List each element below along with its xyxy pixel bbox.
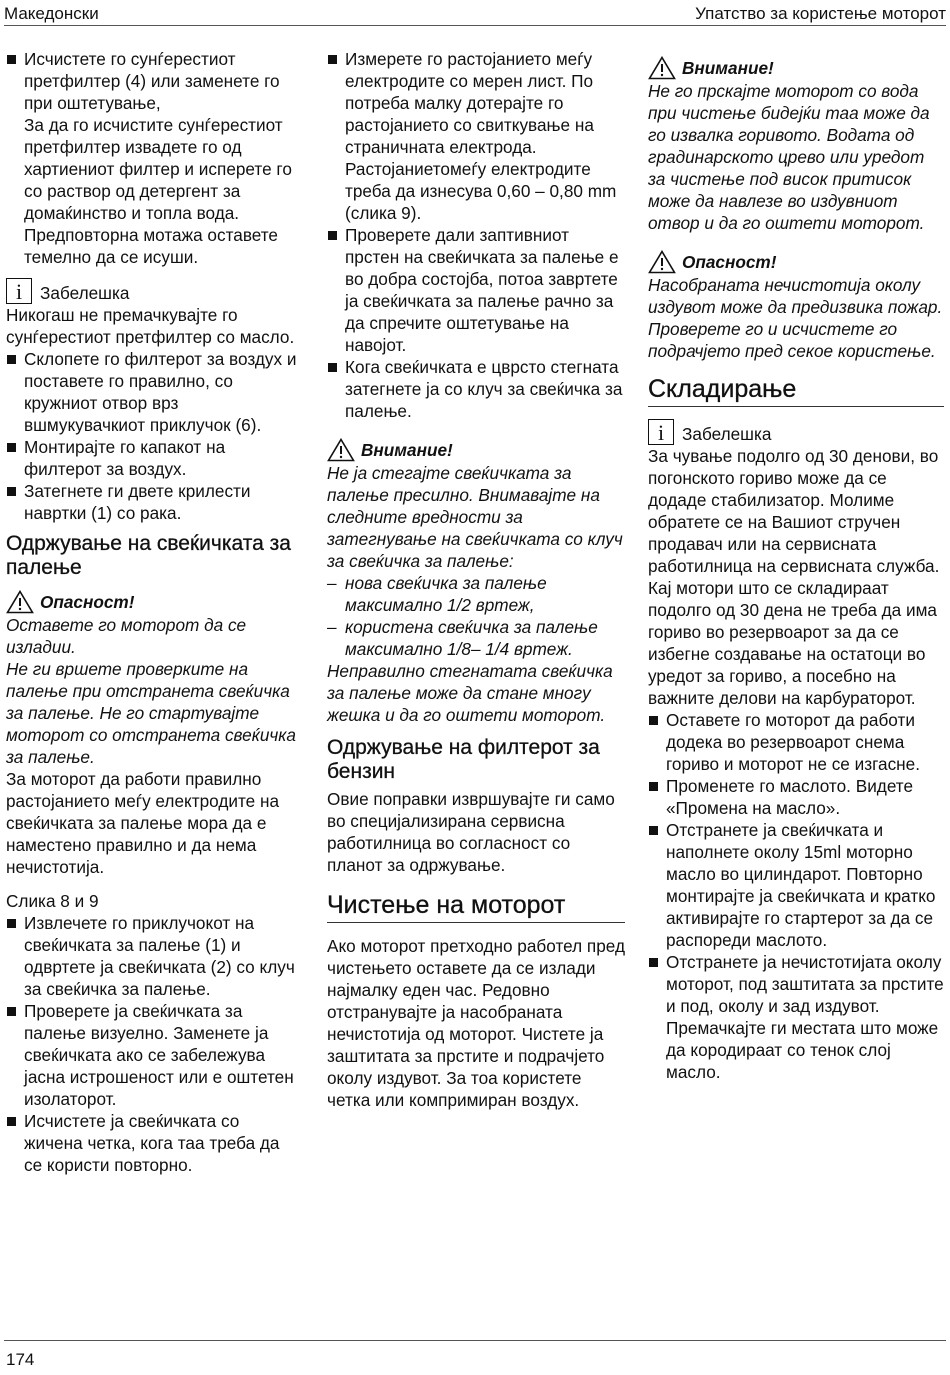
bullet-list bbox=[6, 912, 302, 1176]
caution-title: Внимание! bbox=[682, 58, 774, 78]
caution-text: Не ја стегајте свеќичката за палење пресилно. Внимавајте на следните вредности за затегнување на свеќичката со клуч за свеќичка за палење: bbox=[327, 463, 623, 571]
danger-title: Опасност! bbox=[682, 252, 777, 272]
list-item: Измерете го растојанието меѓу електродите со мерен лист. По потреба малку дотерајте го растојанието со свиткување на страничната електрода. Растојаниетомеѓу електродите треба да изнесува 0,60 – 0,80 mm (слика 9). bbox=[327, 48, 625, 224]
body-paragraph: Ако моторот претходно работел пред чистењето оставете да се излади најмалку еден час. Редовно отстранувајте ја насобраната нечистотија од моторот. Чистете ја заштитата за прстите и подрачјето околу издувот. За тоа користете четка или компримиран воздух. bbox=[327, 936, 625, 1110]
section-heading-engine-cleaning: Чистење на моторот bbox=[327, 890, 625, 923]
body-paragraph: Кај мотори што се складираат подолго од 30 дена не треба да има гориво во резервоарот за да се избегне создавање на остатоци во уредот за гориво, а посебно на важните делови на карбураторот. bbox=[648, 578, 937, 708]
danger-text: Не ги вршете проверките на палење при отстранета свеќичка за палење. Не го стартувајте моторот со отстранета свеќичка за палење. bbox=[6, 659, 296, 767]
page-number: 174 bbox=[6, 1350, 35, 1369]
list-item: Извлечете го приклучокот на свеќичката за палење (1) и одвртете ја свеќичката (2) со клуч за свеќичка за палење. bbox=[6, 912, 302, 1000]
note-title: Забелешка bbox=[40, 283, 130, 303]
info-icon: i bbox=[6, 278, 32, 304]
bullet-list bbox=[327, 48, 625, 422]
page-header bbox=[4, 2, 946, 26]
section-heading-spark-plug: Одржување на свеќичката за палење bbox=[6, 532, 291, 579]
list-item: Монтирајте го капакот на филтерот за воздух. bbox=[6, 436, 302, 480]
section-heading-storage: Складирање bbox=[648, 374, 944, 407]
note-title: Забелешка bbox=[682, 424, 772, 444]
dash-list bbox=[327, 572, 625, 660]
note-heading bbox=[6, 278, 302, 304]
danger-text: Насобраната нечистотија околу издувот може да предизвика пожар. Проверете го и исчистете го подрачјето пред секое користење. bbox=[648, 275, 943, 361]
danger-title: Опасност! bbox=[40, 592, 135, 612]
header-language: Македонски bbox=[4, 4, 99, 23]
warning-triangle-icon bbox=[6, 590, 34, 614]
note-heading bbox=[648, 419, 944, 445]
column-2 bbox=[327, 48, 625, 1111]
warning-triangle-icon bbox=[648, 56, 676, 80]
caution-title: Внимание! bbox=[361, 440, 453, 460]
column-1 bbox=[6, 48, 302, 1176]
note-text: Никогаш не премачкувајте го сунѓерестиот претфилтер со масло. bbox=[6, 305, 295, 347]
figure-reference: Слика 8 и 9 bbox=[6, 891, 99, 911]
danger-heading bbox=[648, 250, 944, 274]
caution-heading bbox=[327, 438, 625, 462]
footer-rule bbox=[4, 1340, 946, 1341]
danger-heading bbox=[6, 590, 302, 614]
note-text: За чување подолго од 30 денови, во погонското гориво може да се додаде стабилизатор. Молиме обратете се на Вашиот стручен продавач или на сервисната работилница на сервисната служба. bbox=[648, 446, 940, 576]
list-item: Исчистете ја свеќичката со жичена четка, кога таа треба да се користи повторно. bbox=[6, 1110, 302, 1176]
list-item-detail: За да го исчистите сунѓерестиот претфилтер извадете го од хартиениот филтер и исперете го со раствор од детергент за домаќинство и топла вода. Предповторна мотажа оставете темелно да се исуши. bbox=[24, 115, 292, 267]
list-item: Проверете ја свеќичката за палење визуелно. Заменете ја свеќичката ако се забележува јасна истрошеност или е оштетен изолаторот. bbox=[6, 1000, 302, 1110]
caution-text: Не го прскајте моторот со вода при чистење бидејќи таа може да го извалка горивото. Водата од градинарското црево или уредот за чистење под висок притисок може да навлезе во издувниот отвор и да го оштети моторот. bbox=[648, 81, 930, 233]
bullet-list bbox=[6, 348, 302, 524]
list-item: Отстранете ја свеќичката и наполнете околу 15ml моторно масло во цилиндарот. Повторно монтирајте ја свеќичката и кратко активирајте го стартерот за да се распореди маслото. bbox=[648, 819, 944, 951]
list-item: – користена свеќичка за палење максимално 1/8– 1/4 вртеж. bbox=[327, 616, 625, 660]
caution-text: Неправилно стегнатата свеќичка за палење може да стане многу жешка и да го оштети моторот. bbox=[327, 661, 613, 725]
list-item: Исчистете го сунѓерестиот претфилтер (4) или заменете го при оштетување, bbox=[6, 48, 302, 114]
list-item: Отстранете ја нечистотијата околу моторот, под заштитата за прстите и под, околу и зад издувот. Премачкајте ги местата што може да кородираат со тенок слој масло. bbox=[648, 951, 944, 1083]
list-item: Променете го маслото. Видете «Промена на масло». bbox=[648, 775, 944, 819]
danger-text: Оставете го моторот да се изладии. bbox=[6, 615, 247, 657]
bullet-list bbox=[648, 709, 944, 1083]
list-item: Кога свеќичката е цврсто стегната затегнете ја со клуч за свеќичка за палење. bbox=[327, 356, 625, 422]
body-paragraph: Овие поправки извршувајте ги само во специјализирана сервисна работилница во согласност со планот за одржување. bbox=[327, 789, 615, 875]
info-icon: i bbox=[648, 419, 674, 445]
list-item: Проверете дали заптивниот прстен на свеќичката за палење е во добра состојба, потоа завртете ја свеќичката за палење рачно за да спречите оштетување на навојот. bbox=[327, 224, 625, 356]
list-item: Склопете го филтерот за воздух и поставете го правилно, со кружниот отвор врз вшмукувачкиот приклучок (6). bbox=[6, 348, 302, 436]
list-item: – нова свеќичка за палење максимално 1/2 вртеж, bbox=[327, 572, 625, 616]
body-paragraph: За моторот да работи правилно растојанието меѓу електродите на свеќичката за палење мора да е наместено правилно и да нема нечистотија. bbox=[6, 769, 280, 877]
caution-heading bbox=[648, 56, 944, 80]
section-heading-fuel-filter: Одржување на филтерот за бензин bbox=[327, 736, 600, 783]
warning-triangle-icon bbox=[648, 250, 676, 274]
column-3 bbox=[648, 48, 944, 1083]
bullet-list bbox=[6, 48, 302, 114]
list-item: Оставете го моторот да работи додека во резервоарот снема гориво и моторот не се изгасне. bbox=[648, 709, 944, 775]
warning-triangle-icon bbox=[327, 438, 355, 462]
list-item: Затегнете ги двете крилести навртки (1) со рака. bbox=[6, 480, 302, 524]
header-manual-title: Упатство за користење моторот bbox=[695, 4, 946, 23]
